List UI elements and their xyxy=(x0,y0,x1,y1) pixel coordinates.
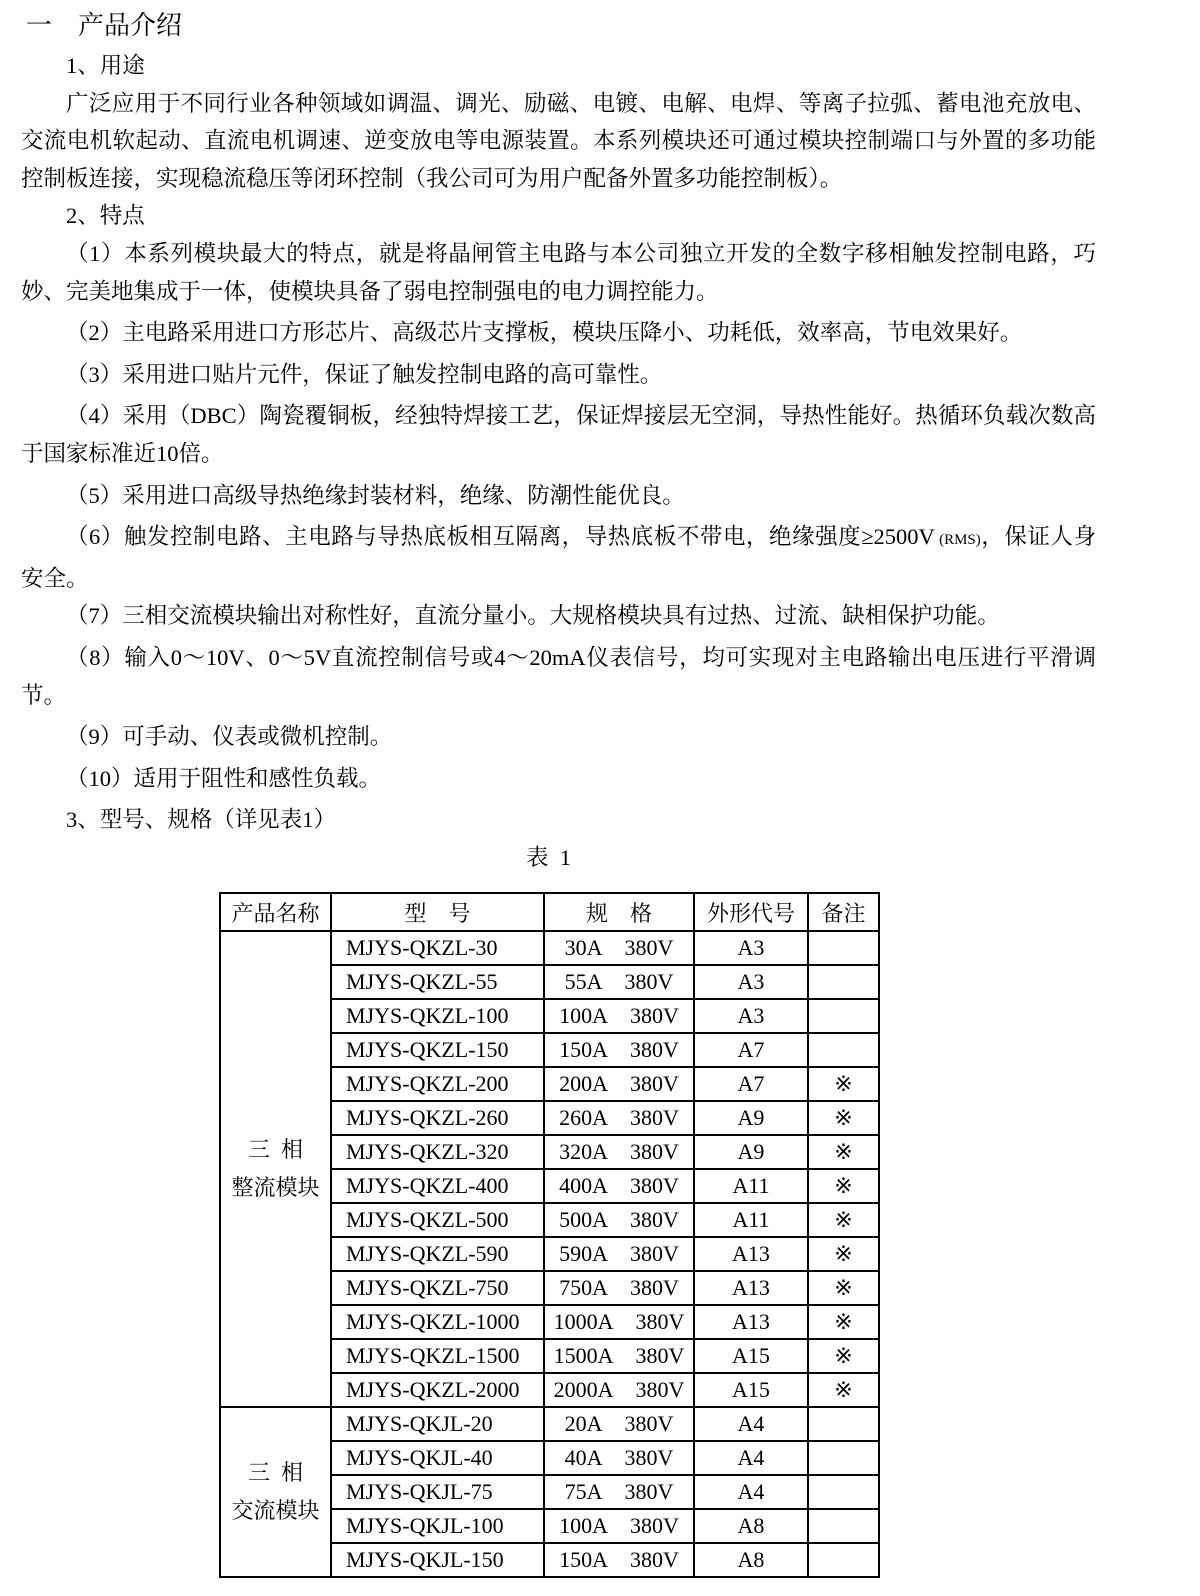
spec-current: 260A xyxy=(559,1105,608,1131)
model-cell: MJYS-QKZL-55 xyxy=(331,965,544,999)
spec-voltage: 380V xyxy=(630,1071,679,1097)
spec-current: 55A xyxy=(564,969,603,995)
col-header-product-name: 产品名称 xyxy=(220,893,331,931)
spec-voltage: 380V xyxy=(624,1479,674,1505)
spec-voltage: 380V xyxy=(635,1343,685,1369)
product-group-cell xyxy=(220,931,331,1407)
spec-current: 200A xyxy=(559,1071,608,1097)
spec-table-header xyxy=(220,893,879,931)
feature-text: （3）采用进口贴片元件，保证了触发控制电路的高可靠性。 xyxy=(66,361,663,387)
shape-code-cell: A4 xyxy=(694,1475,808,1509)
subsection-title-features: 2、特点 xyxy=(66,203,145,229)
table-row xyxy=(220,1407,879,1441)
spec-cell xyxy=(544,965,694,999)
subsection-title-models: 3、型号、规格（详见表1） xyxy=(66,807,337,833)
spec-table xyxy=(219,892,880,1578)
spec-cell xyxy=(544,1339,694,1373)
remark-cell: ※ xyxy=(808,1169,879,1203)
shape-code-cell: A15 xyxy=(694,1373,808,1407)
shape-code-cell: A7 xyxy=(694,1033,808,1067)
remark-cell xyxy=(808,1407,879,1441)
product-group-label: 三 相 xyxy=(247,1137,303,1163)
remark-cell xyxy=(808,1543,879,1577)
shape-code-cell: A15 xyxy=(694,1339,808,1373)
shape-code-cell: A11 xyxy=(694,1203,808,1237)
header-row xyxy=(220,893,879,931)
spec-cell xyxy=(544,1203,694,1237)
spec-current: 150A xyxy=(559,1037,608,1063)
shape-code-cell: A9 xyxy=(694,1135,808,1169)
model-cell: MJYS-QKZL-150 xyxy=(331,1033,544,1067)
features-list xyxy=(21,235,1096,801)
spec-voltage: 380V xyxy=(635,1377,685,1403)
shape-code-cell: A11 xyxy=(694,1169,808,1203)
spec-current: 1000A xyxy=(553,1309,614,1335)
feature-subscript-text: (RMS) xyxy=(934,532,981,549)
shape-code-cell: A3 xyxy=(694,999,808,1033)
feature-text: （1）本系列模块最大的特点，就是将晶闸管主电路与本公司独立开发的全数字移相触发控制电路，巧妙、完美地集成于一体，使模块具备了弱电控制强电的电力调控能力。 xyxy=(21,240,1096,304)
model-cell: MJYS-QKZL-400 xyxy=(331,1169,544,1203)
spec-cell xyxy=(544,1237,694,1271)
remark-cell: ※ xyxy=(808,1067,879,1101)
remark-cell: ※ xyxy=(808,1101,879,1135)
spec-voltage: 380V xyxy=(630,1513,679,1539)
shape-code-cell: A9 xyxy=(694,1101,808,1135)
spec-voltage: 380V xyxy=(635,1309,685,1335)
spec-voltage: 380V xyxy=(630,1207,679,1233)
model-cell: MJYS-QKZL-500 xyxy=(331,1203,544,1237)
model-cell: MJYS-QKZL-260 xyxy=(331,1101,544,1135)
col-header-spec: 规 格 xyxy=(544,893,694,931)
model-cell: MJYS-QKJL-150 xyxy=(331,1543,544,1577)
page-title: 一 产品介绍 xyxy=(26,11,183,40)
spec-cell xyxy=(544,1033,694,1067)
model-cell: MJYS-QKJL-40 xyxy=(331,1441,544,1475)
spec-current: 40A xyxy=(564,1445,603,1471)
spec-current: 590A xyxy=(559,1241,608,1267)
remark-cell: ※ xyxy=(808,1339,879,1373)
spec-current: 1500A xyxy=(553,1343,614,1369)
shape-code-cell: A7 xyxy=(694,1067,808,1101)
feature-text: （7）三相交流模块输出对称性好，直流分量小。大规格模块具有过热、过流、缺相保护功能。 xyxy=(66,603,1000,629)
table-row xyxy=(220,931,879,965)
feature-item xyxy=(21,356,1096,398)
remark-cell: ※ xyxy=(808,1271,879,1305)
shape-code-cell: A4 xyxy=(694,1441,808,1475)
spec-current: 100A xyxy=(559,1513,608,1539)
feature-item xyxy=(21,235,1096,314)
remark-cell: ※ xyxy=(808,1305,879,1339)
spec-current: 750A xyxy=(559,1275,608,1301)
spec-cell xyxy=(544,1305,694,1339)
remark-cell: ※ xyxy=(808,1135,879,1169)
model-cell: MJYS-QKJL-20 xyxy=(331,1407,544,1441)
remark-cell xyxy=(808,1033,879,1067)
spec-table-body xyxy=(220,931,879,1577)
product-group-label: 三 相 xyxy=(247,1460,303,1486)
spec-voltage: 380V xyxy=(630,1105,679,1131)
spec-current: 20A xyxy=(564,1411,603,1437)
model-cell: MJYS-QKZL-320 xyxy=(331,1135,544,1169)
remark-cell: ※ xyxy=(808,1373,879,1407)
col-header-shape-code: 外形代号 xyxy=(694,893,808,931)
spec-voltage: 380V xyxy=(630,1547,679,1573)
model-cell: MJYS-QKZL-100 xyxy=(331,999,544,1033)
feature-text: （4）采用（DBC）陶瓷覆铜板，经独特焊接工艺，保证焊接层无空洞，导热性能好。热循环负载次数高于国家标准近10倍。 xyxy=(21,403,1096,466)
model-cell: MJYS-QKZL-750 xyxy=(331,1271,544,1305)
spec-current: 500A xyxy=(559,1207,608,1233)
table-caption: 表 1 xyxy=(525,844,571,870)
model-cell: MJYS-QKZL-590 xyxy=(331,1237,544,1271)
model-cell: MJYS-QKJL-75 xyxy=(331,1475,544,1509)
feature-item xyxy=(21,639,1096,718)
shape-code-cell: A8 xyxy=(694,1543,808,1577)
feature-item xyxy=(21,518,1096,597)
col-header-remark: 备注 xyxy=(808,893,879,931)
spec-cell xyxy=(544,1543,694,1577)
feature-text-after: ，保证人身安全。 xyxy=(21,524,1096,591)
feature-item xyxy=(21,718,1096,760)
spec-cell xyxy=(544,1101,694,1135)
remark-cell xyxy=(808,965,879,999)
feature-text: （6）触发控制电路、主电路与导热底板相互隔离，导热底板不带电，绝缘强度≥2500V xyxy=(66,524,935,550)
model-cell: MJYS-QKJL-100 xyxy=(331,1509,544,1543)
spec-current: 100A xyxy=(559,1003,608,1029)
remark-cell: ※ xyxy=(808,1237,879,1271)
spec-cell xyxy=(544,1067,694,1101)
model-cell: MJYS-QKZL-1500 xyxy=(331,1339,544,1373)
shape-code-cell: A13 xyxy=(694,1237,808,1271)
feature-item xyxy=(21,397,1096,476)
spec-voltage: 380V xyxy=(624,1445,674,1471)
spec-cell xyxy=(544,1169,694,1203)
spec-voltage: 380V xyxy=(630,1173,679,1199)
spec-cell xyxy=(544,1407,694,1441)
feature-text: （5）采用进口高级导热绝缘封装材料，绝缘、防潮性能优良。 xyxy=(66,482,685,508)
feature-item xyxy=(21,477,1096,519)
spec-voltage: 380V xyxy=(630,1241,679,1267)
remark-cell: ※ xyxy=(808,1203,879,1237)
usage-paragraph: 广泛应用于不同行业各种领域如调温、调光、励磁、电镀、电解、电焊、等离子拉弧、蓄电池充放电、交流电机软起动、直流电机调速、逆变放电等电源装置。本系列模块还可通过模块控制端口与外置的多功能控制板连接，实现稳流稳压等闭环控制（我公司可为用户配备外置多功能控制板）。 xyxy=(21,90,1096,191)
remark-cell xyxy=(808,1475,879,1509)
spec-cell xyxy=(544,1441,694,1475)
shape-code-cell: A13 xyxy=(694,1271,808,1305)
spec-cell xyxy=(544,1475,694,1509)
shape-code-cell: A8 xyxy=(694,1509,808,1543)
subsection-title-usage: 1、用途 xyxy=(66,53,145,78)
product-group-label: 整流模块 xyxy=(231,1175,320,1201)
spec-voltage: 380V xyxy=(624,969,674,995)
spec-current: 30A xyxy=(564,935,603,961)
remark-cell xyxy=(808,999,879,1033)
remark-cell xyxy=(808,1509,879,1543)
spec-cell xyxy=(544,1373,694,1407)
remark-cell xyxy=(808,931,879,965)
spec-current: 75A xyxy=(564,1479,603,1505)
spec-current: 2000A xyxy=(553,1377,614,1403)
model-cell: MJYS-QKZL-200 xyxy=(331,1067,544,1101)
spec-cell xyxy=(544,1509,694,1543)
spec-voltage: 380V xyxy=(630,1003,679,1029)
feature-text: （10）适用于阻性和感性负载。 xyxy=(66,765,382,791)
feature-text: （8）输入0～10V、0～5V直流控制信号或4～20mA仪表信号，均可实现对主电路输出电压进行平滑调节。 xyxy=(21,644,1096,708)
spec-cell xyxy=(544,1135,694,1169)
product-group-label: 交流模块 xyxy=(231,1498,320,1524)
shape-code-cell: A13 xyxy=(694,1305,808,1339)
spec-voltage: 380V xyxy=(630,1037,679,1063)
spec-current: 320A xyxy=(559,1139,608,1165)
spec-current: 150A xyxy=(559,1547,608,1573)
shape-code-cell: A4 xyxy=(694,1407,808,1441)
shape-code-cell: A3 xyxy=(694,965,808,999)
shape-code-cell: A3 xyxy=(694,931,808,965)
remark-cell xyxy=(808,1441,879,1475)
feature-text: （9）可手动、仪表或微机控制。 xyxy=(66,724,393,750)
spec-cell xyxy=(544,1271,694,1305)
spec-voltage: 380V xyxy=(624,935,674,961)
spec-voltage: 380V xyxy=(630,1139,679,1165)
spec-current: 400A xyxy=(559,1173,608,1199)
feature-item xyxy=(21,760,1096,802)
spec-cell xyxy=(544,999,694,1033)
model-cell: MJYS-QKZL-2000 xyxy=(331,1373,544,1407)
spec-voltage: 380V xyxy=(630,1275,679,1301)
product-group-cell xyxy=(220,1407,331,1577)
feature-text: （2）主电路采用进口方形芯片、高级芯片支撑板，模块压降小、功耗低，效率高，节电效果好。 xyxy=(66,320,1023,346)
spec-cell xyxy=(544,931,694,965)
spec-voltage: 380V xyxy=(624,1411,674,1437)
model-cell: MJYS-QKZL-30 xyxy=(331,931,544,965)
col-header-model: 型 号 xyxy=(331,893,544,931)
model-cell: MJYS-QKZL-1000 xyxy=(331,1305,544,1339)
feature-item xyxy=(21,314,1096,356)
feature-item xyxy=(21,597,1096,639)
